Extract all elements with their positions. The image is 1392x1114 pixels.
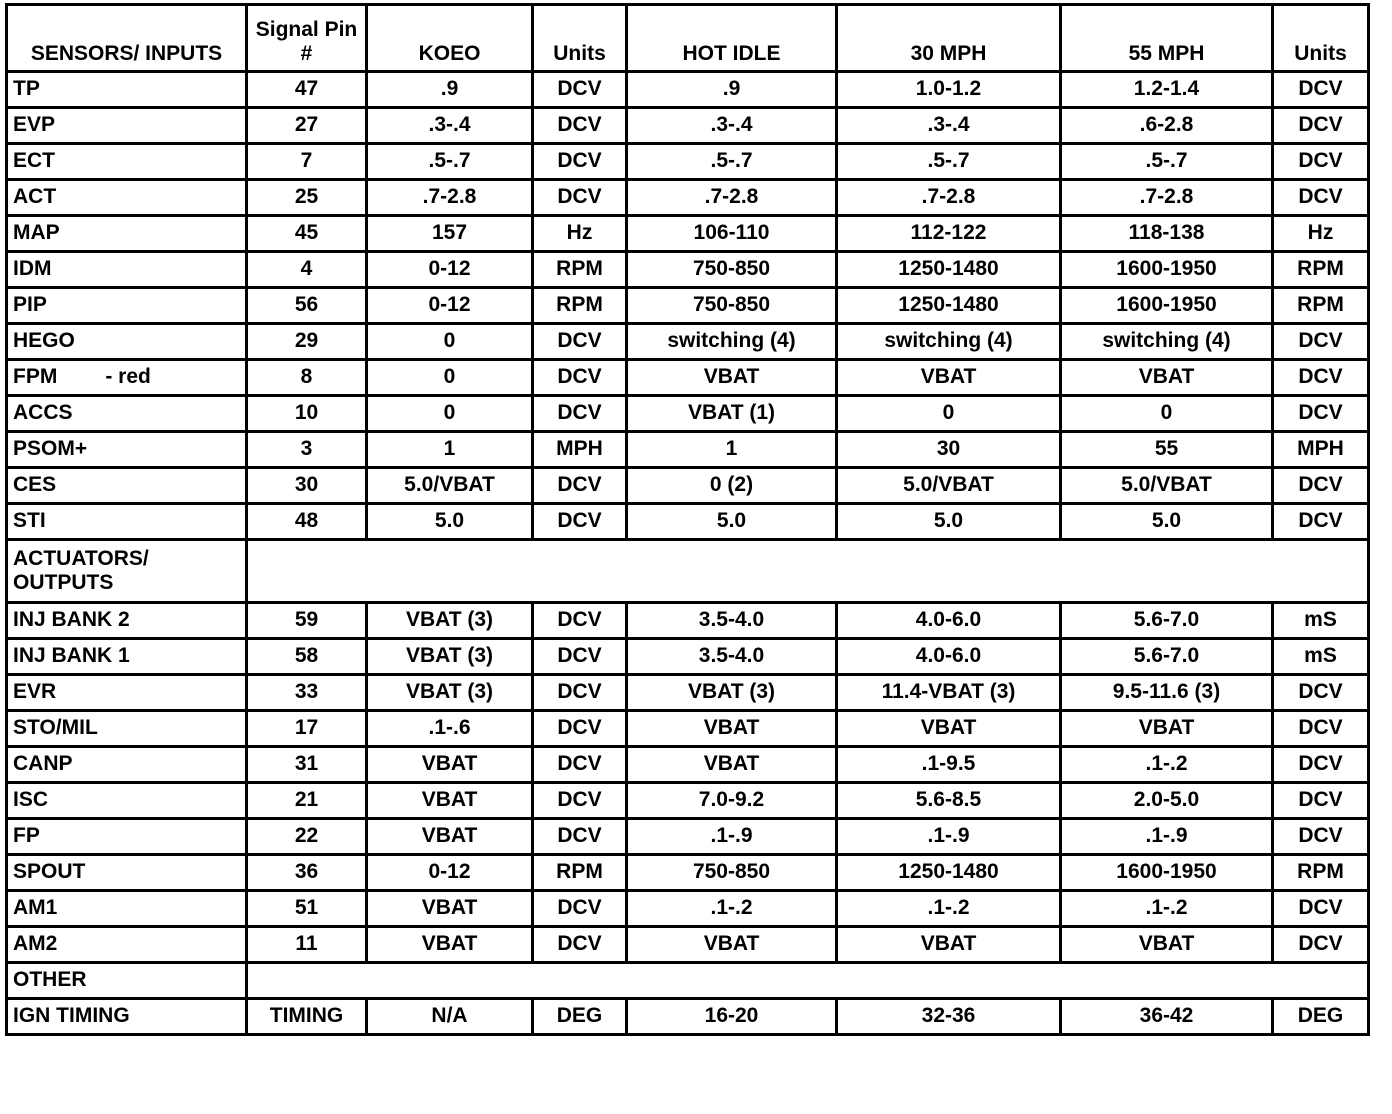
cell-signal-pin: 51 xyxy=(247,891,367,927)
cell-koeo: N/A xyxy=(367,999,533,1035)
cell-units: DCV xyxy=(533,108,627,144)
cell-hot-idle: 1 xyxy=(627,432,837,468)
row-label-cell xyxy=(7,72,247,108)
table-row xyxy=(7,432,1369,468)
cell-units-2: DCV xyxy=(1273,891,1369,927)
cell-units: DCV xyxy=(533,144,627,180)
cell-55-mph: 36-42 xyxy=(1061,999,1273,1035)
cell-units: DCV xyxy=(533,747,627,783)
cell-30-mph: VBAT xyxy=(837,927,1061,963)
cell-30-mph: 11.4-VBAT (3) xyxy=(837,675,1061,711)
cell-30-mph: .3-.4 xyxy=(837,108,1061,144)
cell-signal-pin: 30 xyxy=(247,468,367,504)
cell-30-mph: 4.0-6.0 xyxy=(837,603,1061,639)
row-label: IDM xyxy=(13,257,52,281)
row-label-cell xyxy=(7,288,247,324)
table-row xyxy=(7,855,1369,891)
cell-signal-pin: 10 xyxy=(247,396,367,432)
row-label-cell xyxy=(7,711,247,747)
table-row xyxy=(7,639,1369,675)
cell-hot-idle: 750-850 xyxy=(627,288,837,324)
cell-koeo: 0-12 xyxy=(367,288,533,324)
cell-koeo: VBAT (3) xyxy=(367,675,533,711)
row-label: INJ BANK 1 xyxy=(13,644,130,668)
row-label: PIP xyxy=(13,293,47,317)
row-label: FPM xyxy=(13,365,58,389)
actuators-section xyxy=(7,603,1369,963)
cell-hot-idle: 5.0 xyxy=(627,504,837,540)
row-label: MAP xyxy=(13,221,60,245)
table-row xyxy=(7,819,1369,855)
cell-units-2: DCV xyxy=(1273,324,1369,360)
cell-units-2: DCV xyxy=(1273,144,1369,180)
cell-hot-idle: 16-20 xyxy=(627,999,837,1035)
row-label: ACCS xyxy=(13,401,73,425)
cell-signal-pin: 47 xyxy=(247,72,367,108)
cell-55-mph: 118-138 xyxy=(1061,216,1273,252)
row-label: AM1 xyxy=(13,896,58,920)
table-row xyxy=(7,72,1369,108)
cell-signal-pin: 3 xyxy=(247,432,367,468)
cell-units-2: DCV xyxy=(1273,108,1369,144)
row-label-cell xyxy=(7,144,247,180)
cell-55-mph: VBAT xyxy=(1061,711,1273,747)
actuators-header-section xyxy=(7,540,1369,603)
cell-55-mph: 55 xyxy=(1061,432,1273,468)
cell-units-2: DCV xyxy=(1273,360,1369,396)
cell-55-mph: .5-.7 xyxy=(1061,144,1273,180)
cell-units: DCV xyxy=(533,711,627,747)
row-label-cell xyxy=(7,819,247,855)
header-row xyxy=(7,5,1369,72)
cell-units: DCV xyxy=(533,180,627,216)
cell-30-mph: 1250-1480 xyxy=(837,288,1061,324)
cell-units: DEG xyxy=(533,999,627,1035)
cell-30-mph: 112-122 xyxy=(837,216,1061,252)
cell-hot-idle: 3.5-4.0 xyxy=(627,603,837,639)
row-label-cell xyxy=(7,783,247,819)
cell-55-mph: 2.0-5.0 xyxy=(1061,783,1273,819)
row-label: ECT xyxy=(13,149,55,173)
cell-55-mph: .1-.2 xyxy=(1061,747,1273,783)
cell-hot-idle: .1-.9 xyxy=(627,819,837,855)
cell-signal-pin: 31 xyxy=(247,747,367,783)
cell-55-mph: VBAT xyxy=(1061,360,1273,396)
cell-units: DCV xyxy=(533,927,627,963)
row-label: PSOM+ xyxy=(13,437,88,461)
cell-30-mph: 30 xyxy=(837,432,1061,468)
cell-30-mph: .1-.9 xyxy=(837,819,1061,855)
cell-koeo: 5.0/VBAT xyxy=(367,468,533,504)
table-row xyxy=(7,144,1369,180)
row-label-cell xyxy=(7,504,247,540)
actuators-outputs-label: ACTUATORS/ OUTPUTS xyxy=(7,540,247,603)
cell-koeo: 0-12 xyxy=(367,855,533,891)
row-label: CANP xyxy=(13,752,73,776)
cell-30-mph: .5-.7 xyxy=(837,144,1061,180)
row-label-cell xyxy=(7,675,247,711)
cell-signal-pin: 17 xyxy=(247,711,367,747)
header-koeo: KOEO xyxy=(367,5,533,72)
cell-koeo: .9 xyxy=(367,72,533,108)
table-row xyxy=(7,891,1369,927)
cell-units-2: DCV xyxy=(1273,675,1369,711)
cell-30-mph: 32-36 xyxy=(837,999,1061,1035)
cell-units-2: MPH xyxy=(1273,432,1369,468)
row-label-cell xyxy=(7,891,247,927)
cell-signal-pin: 27 xyxy=(247,108,367,144)
cell-units: DCV xyxy=(533,72,627,108)
row-label-cell xyxy=(7,360,247,396)
row-label-cell xyxy=(7,999,247,1035)
cell-55-mph: .1-.2 xyxy=(1061,891,1273,927)
cell-hot-idle: 750-850 xyxy=(627,252,837,288)
cell-koeo: 1 xyxy=(367,432,533,468)
cell-signal-pin: 21 xyxy=(247,783,367,819)
cell-30-mph: .1-9.5 xyxy=(837,747,1061,783)
cell-koeo: VBAT xyxy=(367,747,533,783)
cell-signal-pin: 58 xyxy=(247,639,367,675)
row-label-cell xyxy=(7,216,247,252)
cell-koeo: 5.0 xyxy=(367,504,533,540)
cell-units-2: DCV xyxy=(1273,180,1369,216)
cell-hot-idle: .1-.2 xyxy=(627,891,837,927)
cell-hot-idle: VBAT (1) xyxy=(627,396,837,432)
table-row xyxy=(7,999,1369,1035)
cell-signal-pin: 22 xyxy=(247,819,367,855)
row-label-cell xyxy=(7,639,247,675)
header-30-mph: 30 MPH xyxy=(837,5,1061,72)
cell-hot-idle: .5-.7 xyxy=(627,144,837,180)
cell-30-mph: 5.0 xyxy=(837,504,1061,540)
cell-units-2: DCV xyxy=(1273,783,1369,819)
table-row xyxy=(7,603,1369,639)
cell-units: DCV xyxy=(533,504,627,540)
row-label-cell xyxy=(7,396,247,432)
cell-signal-pin: 7 xyxy=(247,144,367,180)
table-row xyxy=(7,216,1369,252)
cell-hot-idle: VBAT (3) xyxy=(627,675,837,711)
cell-units: DCV xyxy=(533,603,627,639)
cell-signal-pin: 8 xyxy=(247,360,367,396)
table-row xyxy=(7,711,1369,747)
row-label-cell xyxy=(7,747,247,783)
cell-units: DCV xyxy=(533,324,627,360)
cell-30-mph: .7-2.8 xyxy=(837,180,1061,216)
cell-55-mph: .6-2.8 xyxy=(1061,108,1273,144)
cell-hot-idle: 750-850 xyxy=(627,855,837,891)
cell-signal-pin: 4 xyxy=(247,252,367,288)
table-row xyxy=(7,288,1369,324)
cell-units: DCV xyxy=(533,639,627,675)
cell-55-mph: VBAT xyxy=(1061,927,1273,963)
cell-30-mph: 1250-1480 xyxy=(837,252,1061,288)
cell-signal-pin: 25 xyxy=(247,180,367,216)
table-row xyxy=(7,747,1369,783)
cell-units-2: DCV xyxy=(1273,927,1369,963)
row-label: TP xyxy=(13,77,40,101)
cell-units-2: Hz xyxy=(1273,216,1369,252)
cell-55-mph: switching (4) xyxy=(1061,324,1273,360)
cell-hot-idle: 106-110 xyxy=(627,216,837,252)
row-label: SPOUT xyxy=(13,860,86,884)
cell-koeo: 157 xyxy=(367,216,533,252)
cell-hot-idle: VBAT xyxy=(627,927,837,963)
row-label: ACT xyxy=(13,185,57,209)
row-label-cell xyxy=(7,855,247,891)
other-header-section xyxy=(7,963,1369,999)
row-label: STI xyxy=(13,509,46,533)
cell-koeo: VBAT xyxy=(367,927,533,963)
cell-koeo: 0 xyxy=(367,396,533,432)
row-label: EVR xyxy=(13,680,57,704)
cell-55-mph: 1600-1950 xyxy=(1061,288,1273,324)
table-row xyxy=(7,360,1369,396)
header-sensors-inputs: SENSORS/ INPUTS xyxy=(7,5,247,72)
cell-koeo: 0 xyxy=(367,324,533,360)
cell-hot-idle: 3.5-4.0 xyxy=(627,639,837,675)
row-label: INJ BANK 2 xyxy=(13,608,130,632)
cell-hot-idle: switching (4) xyxy=(627,324,837,360)
table-row xyxy=(7,108,1369,144)
row-label-cell xyxy=(7,108,247,144)
cell-koeo: .7-2.8 xyxy=(367,180,533,216)
cell-units: RPM xyxy=(533,855,627,891)
cell-units-2: DCV xyxy=(1273,72,1369,108)
cell-units-2: DCV xyxy=(1273,747,1369,783)
row-label: AM2 xyxy=(13,932,58,956)
other-label: OTHER xyxy=(7,963,247,999)
row-label-cell xyxy=(7,252,247,288)
cell-30-mph: .1-.2 xyxy=(837,891,1061,927)
actuators-section-spacer xyxy=(247,540,1369,603)
cell-units: RPM xyxy=(533,288,627,324)
header-55-mph: 55 MPH xyxy=(1061,5,1273,72)
cell-hot-idle: .7-2.8 xyxy=(627,180,837,216)
cell-units-2: DCV xyxy=(1273,819,1369,855)
cell-30-mph: 1250-1480 xyxy=(837,855,1061,891)
cell-55-mph: 1600-1950 xyxy=(1061,855,1273,891)
cell-koeo: VBAT (3) xyxy=(367,603,533,639)
cell-units-2: DCV xyxy=(1273,396,1369,432)
cell-units: DCV xyxy=(533,783,627,819)
cell-units-2: DCV xyxy=(1273,711,1369,747)
cell-units: MPH xyxy=(533,432,627,468)
other-section-row xyxy=(7,963,1369,999)
cell-55-mph: 5.6-7.0 xyxy=(1061,603,1273,639)
cell-55-mph: 5.0 xyxy=(1061,504,1273,540)
row-label: ISC xyxy=(13,788,49,812)
row-label: HEGO xyxy=(13,329,75,353)
cell-units-2: RPM xyxy=(1273,855,1369,891)
other-section-spacer xyxy=(247,963,1369,999)
cell-hot-idle: VBAT xyxy=(627,711,837,747)
row-label-cell xyxy=(7,324,247,360)
cell-55-mph: 0 xyxy=(1061,396,1273,432)
cell-55-mph: 9.5-11.6 (3) xyxy=(1061,675,1273,711)
cell-koeo: 0 xyxy=(367,360,533,396)
row-label-suffix: - red xyxy=(105,365,151,389)
row-label-cell xyxy=(7,432,247,468)
cell-30-mph: 0 xyxy=(837,396,1061,432)
cell-55-mph: .1-.9 xyxy=(1061,819,1273,855)
table-row xyxy=(7,324,1369,360)
cell-55-mph: .7-2.8 xyxy=(1061,180,1273,216)
cell-signal-pin: 59 xyxy=(247,603,367,639)
other-section xyxy=(7,999,1369,1035)
cell-koeo: VBAT xyxy=(367,891,533,927)
cell-units: DCV xyxy=(533,396,627,432)
cell-55-mph: 1.2-1.4 xyxy=(1061,72,1273,108)
cell-units: DCV xyxy=(533,360,627,396)
row-label-cell xyxy=(7,468,247,504)
cell-units-2: DEG xyxy=(1273,999,1369,1035)
cell-units-2: DCV xyxy=(1273,504,1369,540)
cell-units: DCV xyxy=(533,675,627,711)
cell-30-mph: 5.0/VBAT xyxy=(837,468,1061,504)
cell-hot-idle: 0 (2) xyxy=(627,468,837,504)
cell-units-2: mS xyxy=(1273,639,1369,675)
table-row xyxy=(7,396,1369,432)
cell-30-mph: VBAT xyxy=(837,360,1061,396)
header-signal-pin: Signal Pin # xyxy=(247,5,367,72)
engine-spec-table xyxy=(5,3,1370,1036)
cell-koeo: VBAT (3) xyxy=(367,639,533,675)
cell-units: Hz xyxy=(533,216,627,252)
cell-hot-idle: .9 xyxy=(627,72,837,108)
table-row xyxy=(7,468,1369,504)
row-label: STO/MIL xyxy=(13,716,98,740)
cell-55-mph: 1600-1950 xyxy=(1061,252,1273,288)
table-row xyxy=(7,504,1369,540)
row-label: CES xyxy=(13,473,57,497)
header-hot-idle: HOT IDLE xyxy=(627,5,837,72)
cell-30-mph: 1.0-1.2 xyxy=(837,72,1061,108)
cell-55-mph: 5.6-7.0 xyxy=(1061,639,1273,675)
cell-signal-pin: 36 xyxy=(247,855,367,891)
row-label: FP xyxy=(13,824,40,848)
cell-signal-pin: 56 xyxy=(247,288,367,324)
actuators-section-row xyxy=(7,540,1369,603)
cell-signal-pin: 33 xyxy=(247,675,367,711)
cell-units: DCV xyxy=(533,819,627,855)
cell-units: RPM xyxy=(533,252,627,288)
sensors-section xyxy=(7,72,1369,540)
cell-units: DCV xyxy=(533,468,627,504)
row-label-cell xyxy=(7,603,247,639)
cell-koeo: .3-.4 xyxy=(367,108,533,144)
cell-30-mph: 5.6-8.5 xyxy=(837,783,1061,819)
cell-units: DCV xyxy=(533,891,627,927)
row-label: EVP xyxy=(13,113,56,137)
cell-koeo: .5-.7 xyxy=(367,144,533,180)
cell-30-mph: switching (4) xyxy=(837,324,1061,360)
cell-30-mph: VBAT xyxy=(837,711,1061,747)
cell-signal-pin: 29 xyxy=(247,324,367,360)
header-units-2: Units xyxy=(1273,5,1369,72)
table-row xyxy=(7,675,1369,711)
header-units: Units xyxy=(533,5,627,72)
cell-hot-idle: .3-.4 xyxy=(627,108,837,144)
cell-units-2: RPM xyxy=(1273,252,1369,288)
row-label: IGN TIMING xyxy=(13,1004,130,1028)
cell-units-2: RPM xyxy=(1273,288,1369,324)
cell-55-mph: 5.0/VBAT xyxy=(1061,468,1273,504)
cell-signal-pin: TIMING xyxy=(247,999,367,1035)
cell-30-mph: 4.0-6.0 xyxy=(837,639,1061,675)
row-label-cell xyxy=(7,180,247,216)
cell-units-2: DCV xyxy=(1273,468,1369,504)
cell-units-2: mS xyxy=(1273,603,1369,639)
row-label-cell xyxy=(7,927,247,963)
cell-hot-idle: VBAT xyxy=(627,747,837,783)
cell-signal-pin: 48 xyxy=(247,504,367,540)
table-row xyxy=(7,252,1369,288)
cell-koeo: .1-.6 xyxy=(367,711,533,747)
cell-hot-idle: VBAT xyxy=(627,360,837,396)
cell-hot-idle: 7.0-9.2 xyxy=(627,783,837,819)
table-row xyxy=(7,927,1369,963)
cell-signal-pin: 45 xyxy=(247,216,367,252)
cell-koeo: VBAT xyxy=(367,819,533,855)
table-row xyxy=(7,180,1369,216)
table-row xyxy=(7,783,1369,819)
cell-koeo: VBAT xyxy=(367,783,533,819)
cell-koeo: 0-12 xyxy=(367,252,533,288)
cell-signal-pin: 11 xyxy=(247,927,367,963)
